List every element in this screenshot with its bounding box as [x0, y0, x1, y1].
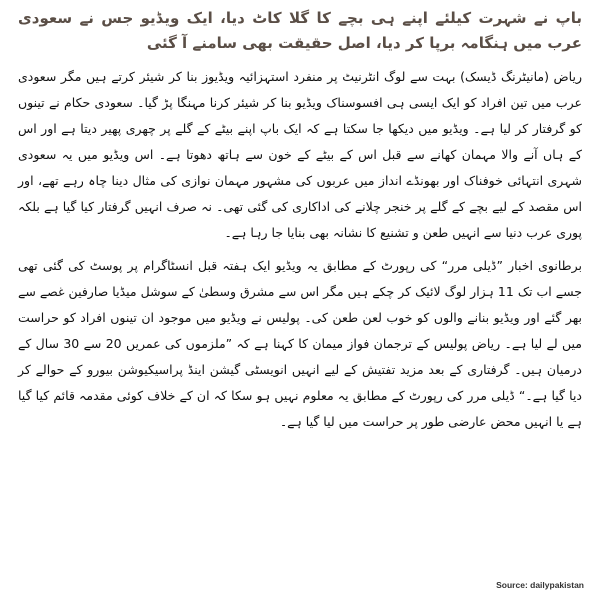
article-paragraph-1: ریاض (مانیٹرنگ ڈیسک) بہت سے لوگ انٹرنیٹ پر منفرد استہزائیہ ویڈیوز بنا کر شیئر کرتے ہیں مگر سعودی عرب میں تین افراد کو ایک ایسی ہی افسوسناک ویڈیو بنا کر شیئر کرنا مہنگا پڑ گیا۔ سعودی حکام نے تینوں کو گرفتار کر لیا ہے۔ ویڈیو میں دیکھا جا سکتا ہے کہ ایک باپ اپنے بیٹے کے گلے پر چھری پھیر دیتا ہے اور اس کے ہاں آنے والا مہمان کھانے سے قبل اس کے بیٹے کے خون سے ہاتھ دھوتا ہے۔ اس ویڈیو میں یہ سعودی شہری انتہائی خوفناک اور بھونڈے انداز میں عربوں کی مشہور مہمان نوازی کی مثال دینا چاہ رہے تھے، اور اس مقصد کے لیے بچے کے گلے پر خنجر چلانے کی اداکاری کی گئی تھی۔ نہ صرف انہیں گرفتار کیا گیا ہے بلکہ پوری عرب دنیا سے انہیں طعن و تشنیع کا نشانہ بھی بنایا جا رہا ہے۔ — [18, 69, 582, 240]
article-paragraph-2: برطانوی اخبار ”ڈیلی مرر“ کی رپورٹ کے مطابق یہ ویڈیو ایک ہفتہ قبل انسٹاگرام پر پوسٹ کی گئی تھی جسے اب تک 11 ہزار لوگ لائیک کر چکے ہیں مگر اس سے مشرق وسطیٰ کے سوشل میڈیا صارفین غصے سے بھر گئے اور ویڈیو بنانے والوں کو خوب لعن طعن کی۔ پولیس نے ویڈیو میں موجود ان تینوں افراد کو حراست میں لے لیا ہے۔ ریاض پولیس کے ترجمان فواز میمان کا کہنا ہے کہ ”ملزموں کی عمریں 20 سے 30 سال کے درمیان ہیں۔ گرفتاری کے بعد مزید تفتیش کے لیے انہیں انویسٹی گیشن اینڈ پراسیکیوشن بیورو کے حوالے کر دیا گیا ہے۔“ ڈیلی مرر کی رپورٹ کے مطابق یہ معلوم نہیں ہو سکا کہ ان کے خلاف کوئی مقدمہ قائم کیا گیا ہے یا انہیں محض عارضی طور پر حراست میں لیا گیا ہے۔ — [18, 258, 583, 429]
article-headline: باپ نے شہرت کیلئے اپنے ہی بچے کا گلا کاٹ دیا، ایک ویڈیو جس نے سعودی عرب میں ہنگامہ برپا کر دیا، اصل حقیقت بھی سامنے آ گئی — [18, 9, 582, 52]
source-credit: Source: dailypakistan — [496, 580, 584, 590]
